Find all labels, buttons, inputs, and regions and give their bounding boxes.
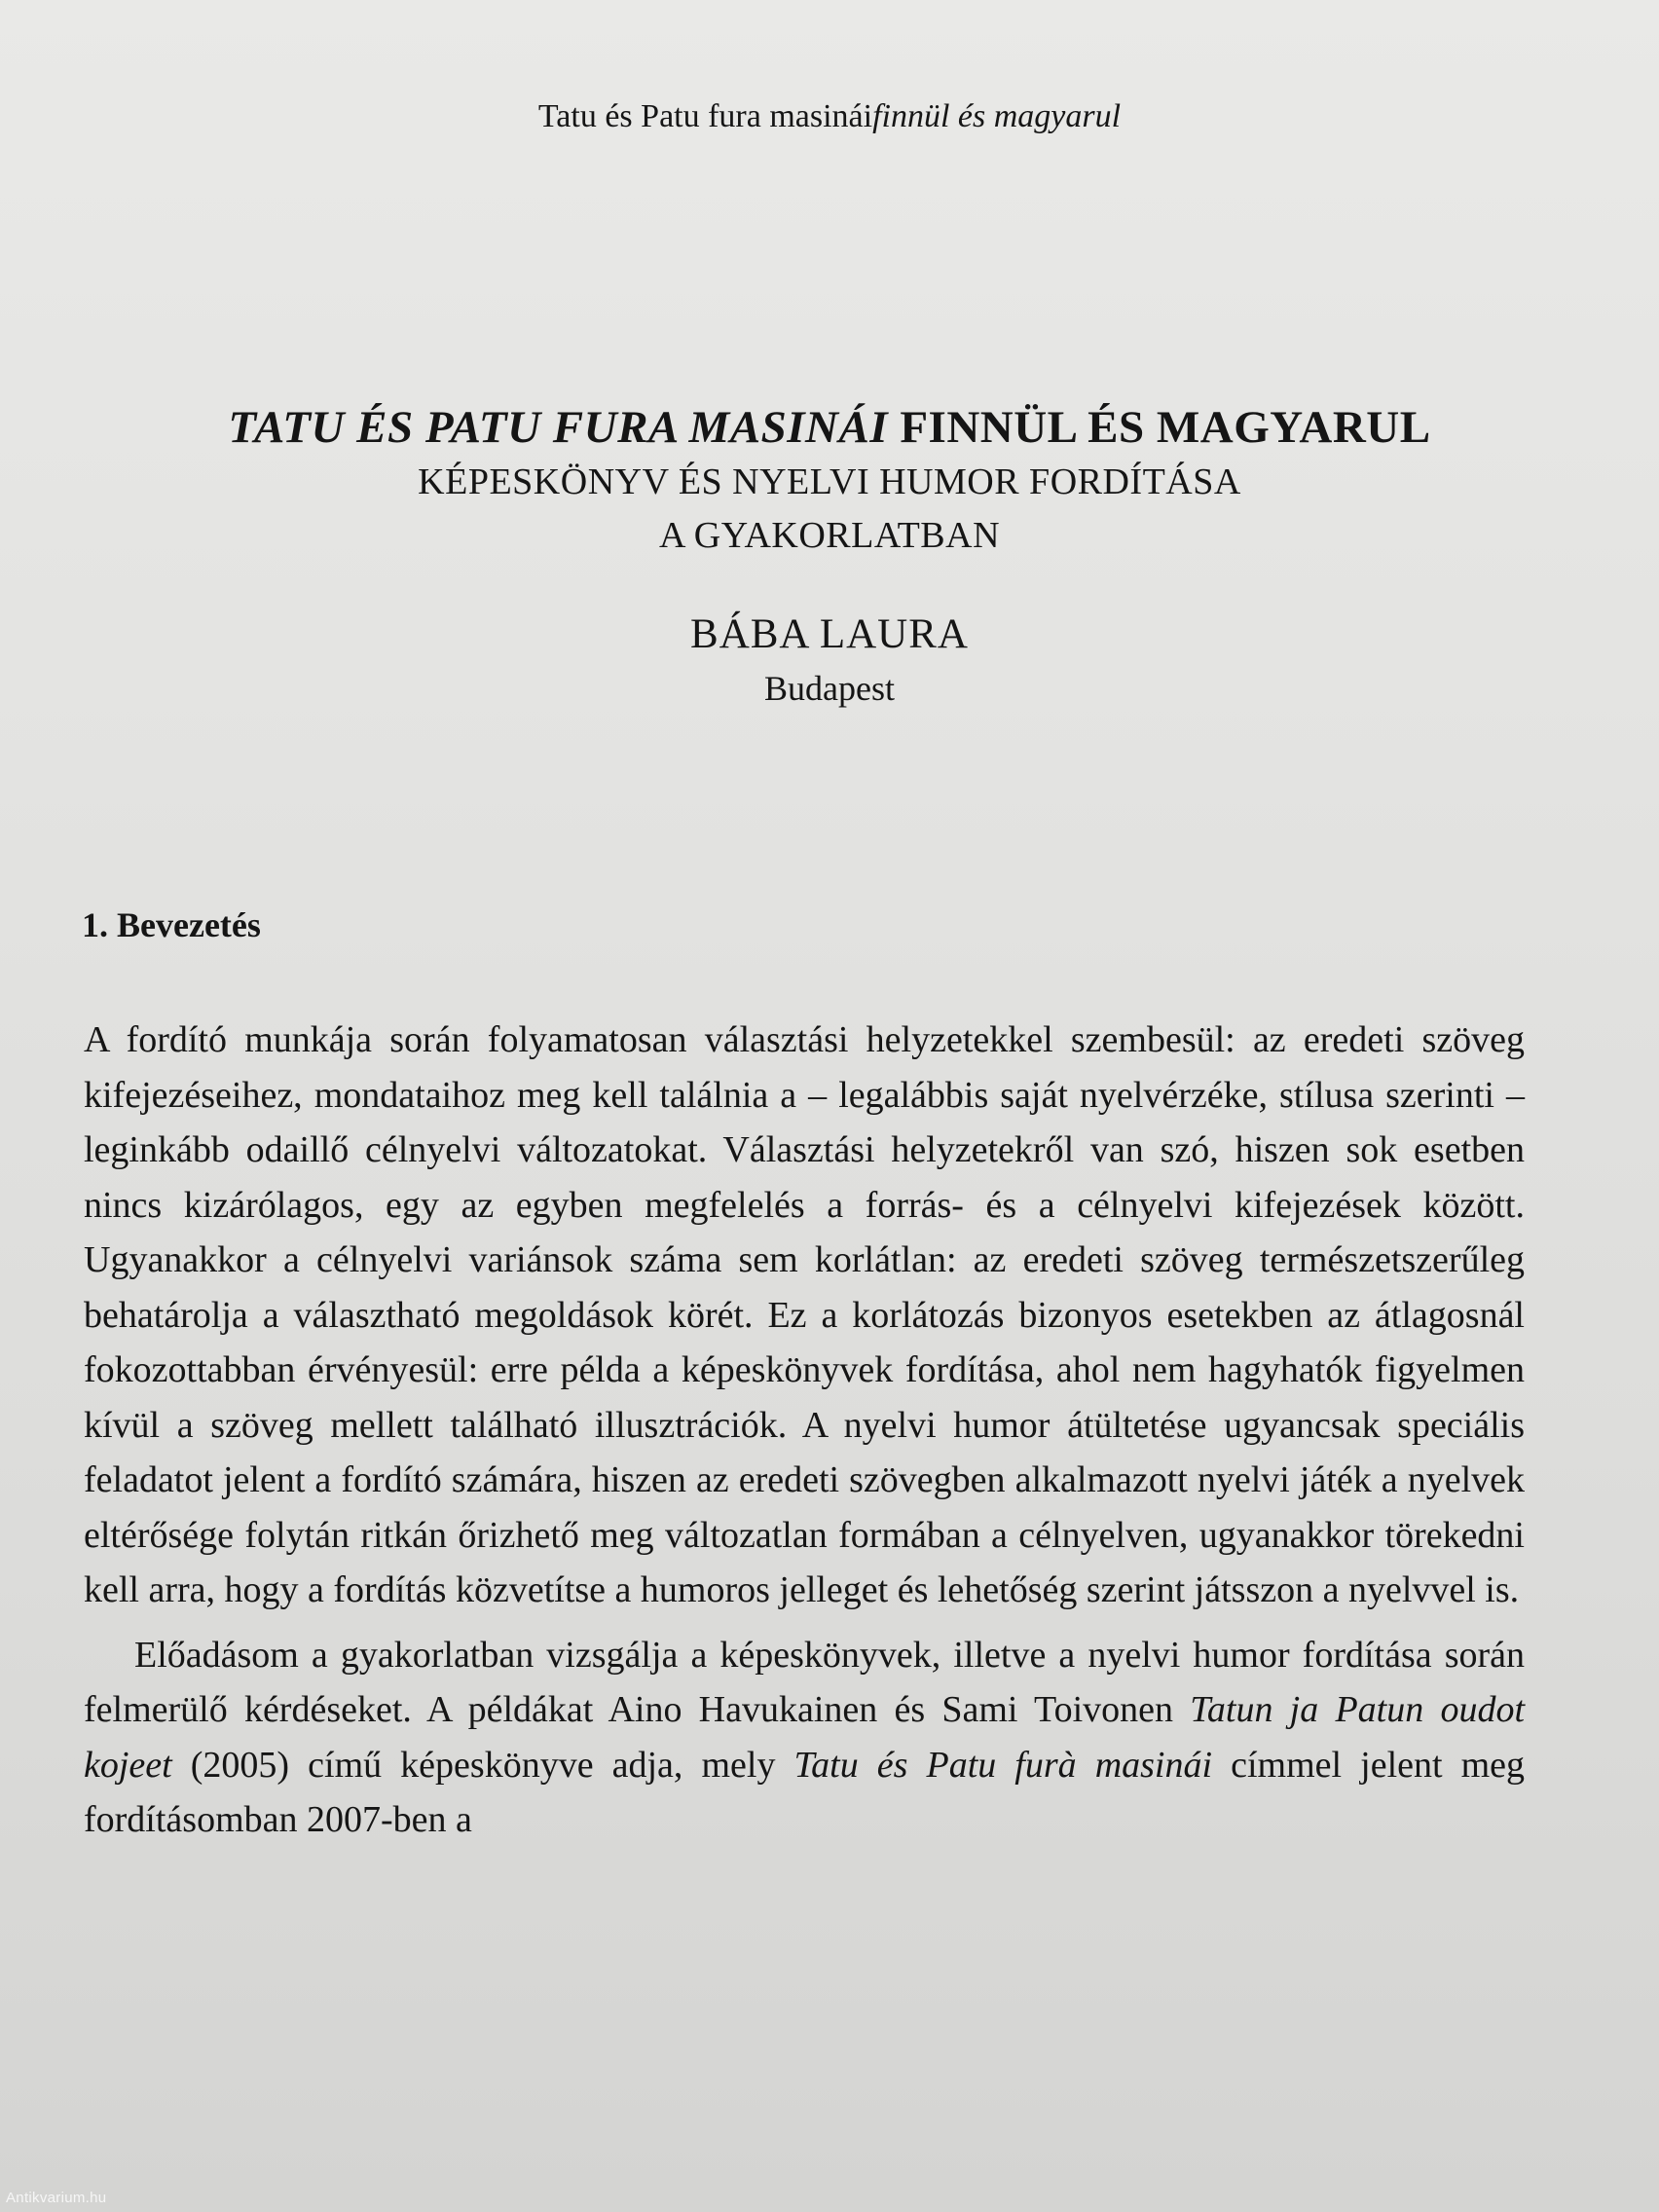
running-head — [0, 97, 1659, 136]
subtitle-line-2: A GYAKORLATBAN — [658, 515, 1001, 556]
paragraph-2-text-a: Előadásom a gyakorlatban vizsgálja a képeskönyvek, illetve a nyelvi humor fordítása során felmerülő kérdéseket. A példákat Aino Havukainen és Sami Toivonen — [84, 1634, 1525, 1730]
title-italic-part: TATU ÉS PATU FURA MASINÁI — [228, 402, 889, 453]
paragraph-2 — [84, 1628, 1525, 1848]
paragraph-1: A fordító munkája során folyamatosan választási helyzetekkel szembesül: az eredeti szöveg kifejezéseihez, mondataihoz meg kell találnia a – legalábbis saját nyelvérzéke, stílusa szerinti – leginkább odaillő célnyelvi változatokat. Választási helyzetekről van szó, hiszen sok esetben nincs kizárólagos, egy az egyben megfelelés a forrás- és a célnyelvi kifejezések között. Ugyanakkor a célnyelvi variánsok száma sem korlátlan: az eredeti szöveg természetszerűleg behatárolja a választható megoldások körét. Ez a korlátozás bizonyos esetekben az átlagosnál fokozottabban érvényesül: erre példa a képeskönyvek fordítása, ahol nem hagyhatók figyelmen kívül a szöveg mellett található illusztrációk. A nyelvi humor átültetése ugyancsak speciális feladatot jelent a fordító számára, hiszen az eredeti szövegben alkalmazott nyelvi játék a nyelvek eltérősége folytán ritkán őrizhető meg változatlan formában a célnyelven, ugyanakkor törekedni kell arra, hogy a fordítás közvetítse a humoros jelleget és lehetőség szerint játsszon a nyelvvel is. — [84, 1019, 1525, 1610]
section-heading: 1. Bevezetés — [82, 905, 261, 944]
paragraph-2-text-c: címmel jelent meg fordításomban 2007-ben a — [84, 1744, 1526, 1840]
title-plain-part: FINNÜL ÉS MAGYARUL — [900, 402, 1431, 453]
watermark: Antikvarium.hu — [6, 2190, 107, 2206]
running-head-plain: Tatu és Patu fura masinái — [537, 98, 873, 134]
paragraph-2-text-b: (2005) című képeskönyve adja, mely — [190, 1744, 776, 1786]
author-affiliation: Budapest — [764, 669, 895, 708]
paper-title — [0, 399, 1659, 456]
book-title-finnish: Tatun ja Patun oudot kojeet — [84, 1689, 1526, 1786]
running-head-italic: finnül és magyarul — [872, 98, 1122, 134]
book-title-hungarian: Tatu és Patu furà masinái — [793, 1744, 1213, 1786]
author-name: BÁBA LAURA — [690, 611, 969, 657]
subtitle-line-1: KÉPESKÖNYV ÉS NYELVI HUMOR FORDÍTÁSA — [418, 461, 1241, 502]
body-text — [84, 1013, 1525, 1858]
title-block — [0, 399, 1659, 713]
